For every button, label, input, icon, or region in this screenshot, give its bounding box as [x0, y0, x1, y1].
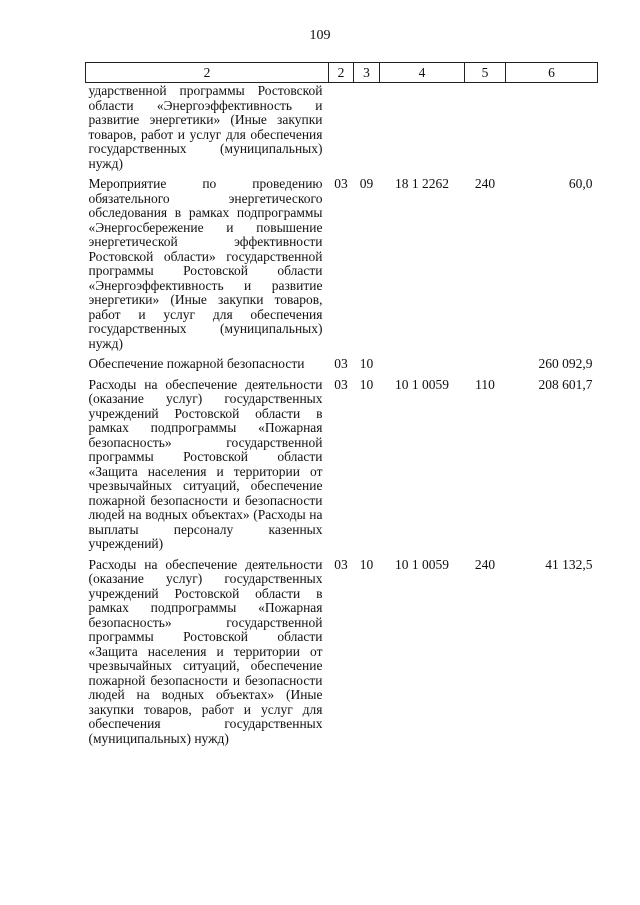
row-section: 03: [334, 376, 348, 392]
row-section: 03: [334, 356, 348, 371]
row-expense-type: 240: [474, 556, 496, 572]
row-name: Расходы на обеспечение деятельности (оказание услуг) государственных учреждений Ростовской области в рамках подпрограммы «Пожарная безопасность» государственной программы Ростовской области «Защита населения и территории от чрезвычайных ситуаций, обеспечение пожарной безопасности и безопасности людей на водных объектах» (Иные закупки товаров, работ и услуг для обеспечения государственных (муниципальных) нужд): [88, 556, 323, 746]
header-col-target-article: 4: [380, 63, 465, 83]
row-expense-type: 110: [475, 376, 495, 392]
row-expense-type: [465, 351, 506, 372]
header-col-name: 2: [86, 63, 329, 83]
header-col-section: 2: [329, 63, 354, 83]
row-target-article: 10 1 0059: [395, 376, 449, 392]
row-amount: 41 132,5: [545, 556, 593, 572]
row-subsection: 10: [359, 356, 374, 371]
row-section: 03: [334, 176, 348, 191]
row-section: 03: [334, 556, 348, 572]
header-col-expense-type: 5: [465, 63, 506, 83]
row-name: Мероприятие по проведению обязательного энергетического обследования в рамках подпрограммы «Энергосбережение и повышение энергетической эффективности Ростовской области» государственной программы Ростовской области «Энергоэффективность и развитие энергетики» (Иные закупки товаров, работ и услуг для обеспечения государственных (муниципальных) нужд): [88, 176, 323, 351]
row-target-article: [380, 83, 465, 172]
header-col-subsection: 3: [354, 63, 380, 83]
row-target-article: 18 1 2262: [395, 176, 449, 191]
row-subsection: 10: [359, 556, 374, 572]
page-number: 109: [309, 28, 331, 43]
row-target-article: 10 1 0059: [395, 556, 449, 572]
row-expense-type: 240: [474, 176, 496, 191]
table-row: [86, 351, 598, 372]
row-amount: [506, 83, 598, 172]
table-row: [86, 372, 598, 552]
row-name: Расходы на обеспечение деятельности (оказание услуг) государственных учреждений Ростовской области в рамках подпрограммы «Пожарная безопасность» государственной программы Ростовской области «Защита населения и территории от чрезвычайных ситуаций, обеспечение пожарной безопасности и безопасности людей на водных объектах» (Расходы на выплаты персоналу казенных учреждений): [88, 376, 323, 551]
row-amount: 260 092,9: [538, 356, 593, 371]
row-target-article: [380, 351, 465, 372]
table-row: [86, 552, 598, 747]
table-row: [86, 171, 598, 351]
row-expense-type: [465, 83, 506, 172]
row-name: ударственной программы Ростовской области «Энергоэффективность и развитие энергетики» (Иные закупки товаров, работ и услуг для обеспечения государственных (муниципальных) нужд): [88, 83, 323, 171]
row-section: [329, 83, 354, 172]
row-name: Обеспечение пожарной безопасности: [88, 356, 305, 371]
table-row: [86, 83, 598, 172]
table-header: [86, 63, 598, 83]
header-col-amount: 6: [506, 63, 598, 83]
row-subsection: 10: [359, 376, 374, 392]
row-amount: 60,0: [568, 176, 593, 191]
row-subsection: 09: [359, 176, 374, 191]
budget-table: [85, 62, 598, 746]
row-subsection: [354, 83, 380, 172]
row-amount: 208 601,7: [538, 376, 593, 392]
